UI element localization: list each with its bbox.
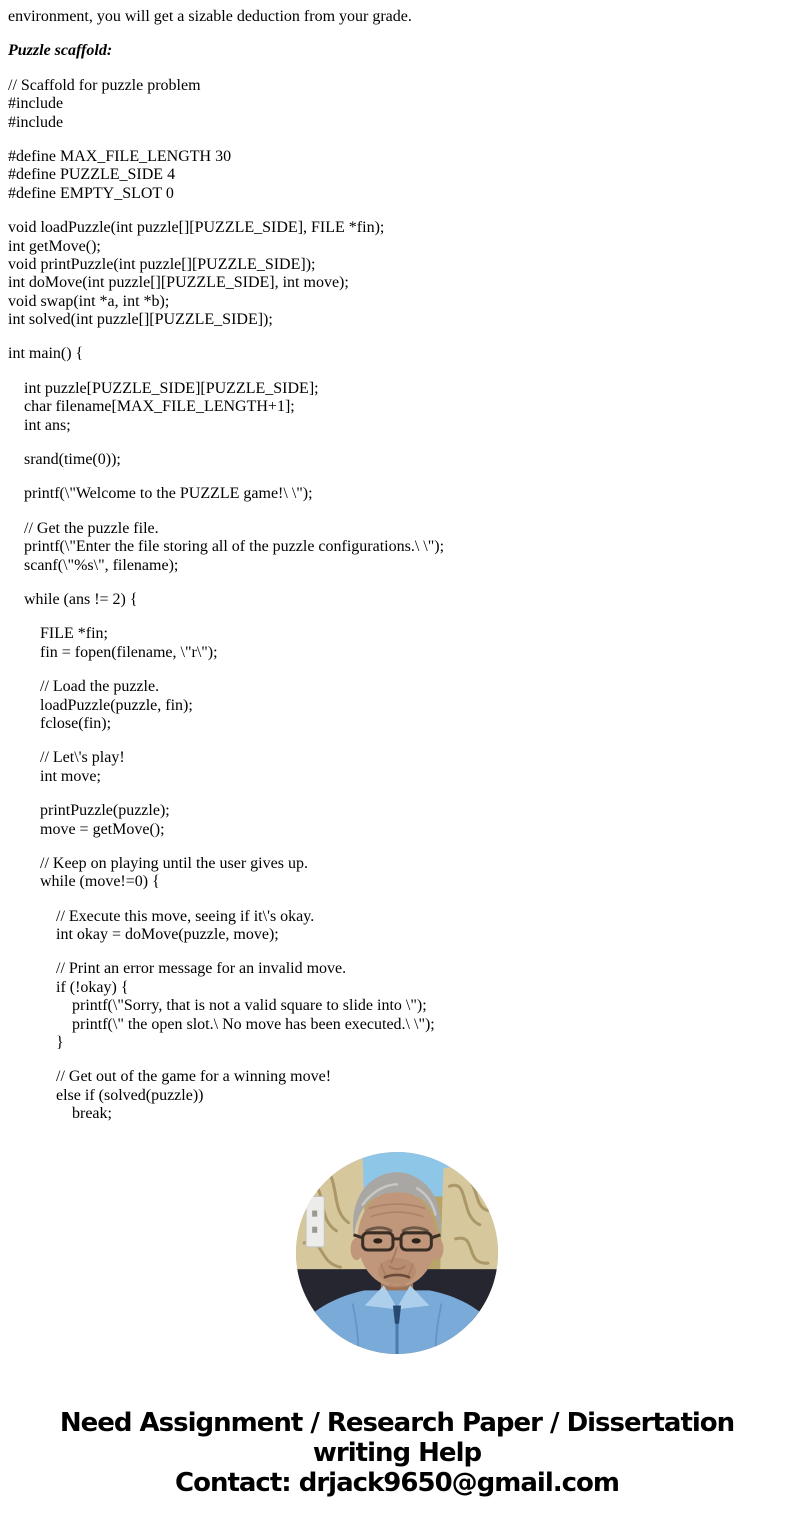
code-listing [8,77,786,1124]
code-line: int solved(int puzzle[][PUZZLE_SIDE]); [8,311,273,329]
code-paragraph [8,1068,786,1123]
code-line: int ans; [24,416,71,434]
code-line: break; [72,1105,112,1123]
code-line: printf(\"Enter the file storing all of the puzzle configurations.\ \"); [24,538,445,556]
code-line: void printPuzzle(int puzzle[][PUZZLE_SIDE]); [8,255,316,273]
code-line: #define MAX_FILE_LENGTH 30 [8,147,232,165]
code-line: while (ans != 2) { [24,590,138,608]
code-line: move = getMove(); [40,820,165,838]
code-line: scanf(\"%s\", filename); [24,556,179,574]
code-line: int getMove(); [8,237,101,255]
code-line: #include [8,95,64,113]
code-line: fin = fopen(filename, \"r\"); [40,643,218,661]
code-paragraph [8,960,786,1052]
code-line: else if (solved(puzzle)) [56,1086,204,1104]
code-line: // Load the puzzle. [40,678,160,696]
code-line: #define EMPTY_SLOT 0 [8,184,174,202]
code-line: // Keep on playing until the user gives up. [40,854,308,872]
code-line: // Print an error message for an invalid move. [56,960,347,978]
code-paragraph [8,219,786,329]
code-line: // Get the puzzle file. [24,519,159,537]
code-line: int main() { [8,345,84,363]
code-line: printf(\"Welcome to the PUZZLE game!\ \"); [24,485,313,503]
code-line: // Execute this move, seeing if it\'s okay. [56,907,315,925]
tutor-avatar-photo [296,1152,498,1354]
code-line: printf(\"Sorry, that is not a valid square to slide into \"); [72,997,427,1015]
code-line: if (!okay) { [56,978,129,996]
code-paragraph [8,485,786,503]
code-paragraph [8,451,786,469]
code-paragraph [8,77,786,132]
intro-paragraph: environment, you will get a sizable deduction from your grade. [8,8,412,25]
footer-heading-line-1: Need Assignment / Research Paper / Dissertation [59,1407,735,1438]
scaffold-heading: Puzzle scaffold: [8,42,113,60]
code-line: int doMove(int puzzle[][PUZZLE_SIDE], int move); [8,274,349,292]
code-paragraph [8,908,786,945]
code-line: } [56,1034,64,1052]
avatar-wrap [8,1152,786,1354]
code-line: while (move!=0) { [40,873,160,891]
footer-contact-email: Contact: drjack9650@gmail.com [175,1467,619,1498]
footer-heading-line-2: writing Help [312,1437,482,1468]
code-line: // Scaffold for puzzle problem [8,76,201,94]
code-line: char filename[MAX_FILE_LENGTH+1]; [24,398,295,416]
code-paragraph [8,380,786,435]
code-paragraph [8,678,786,733]
code-line: srand(time(0)); [24,451,121,469]
code-line: int move; [40,767,101,785]
code-paragraph [8,345,786,363]
code-line: FILE *fin; [40,625,108,643]
code-paragraph [8,749,786,786]
code-paragraph [8,591,786,609]
code-paragraph [8,855,786,892]
code-line: #include [8,113,64,131]
footer [8,1408,786,1498]
code-line: // Get out of the game for a winning move! [56,1068,332,1086]
code-paragraph [8,802,786,839]
code-line: printPuzzle(puzzle); [40,802,170,820]
code-paragraph [8,625,786,662]
code-line: int okay = doMove(puzzle, move); [56,926,279,944]
code-line: loadPuzzle(puzzle, fin); [40,696,193,714]
code-line: // Let\'s play! [40,749,125,767]
code-paragraph [8,148,786,203]
code-line: int puzzle[PUZZLE_SIDE][PUZZLE_SIDE]; [24,379,319,397]
code-line: printf(\" the open slot.\ No move has been executed.\ \"); [72,1015,435,1033]
code-line: fclose(fin); [40,714,112,732]
code-line: #define PUZZLE_SIDE 4 [8,166,176,184]
code-paragraph [8,520,786,575]
avatar-switch-plate [306,1196,324,1247]
code-line: void swap(int *a, int *b); [8,292,170,310]
code-line: void loadPuzzle(int puzzle[][PUZZLE_SIDE], FILE *fin); [8,219,385,237]
